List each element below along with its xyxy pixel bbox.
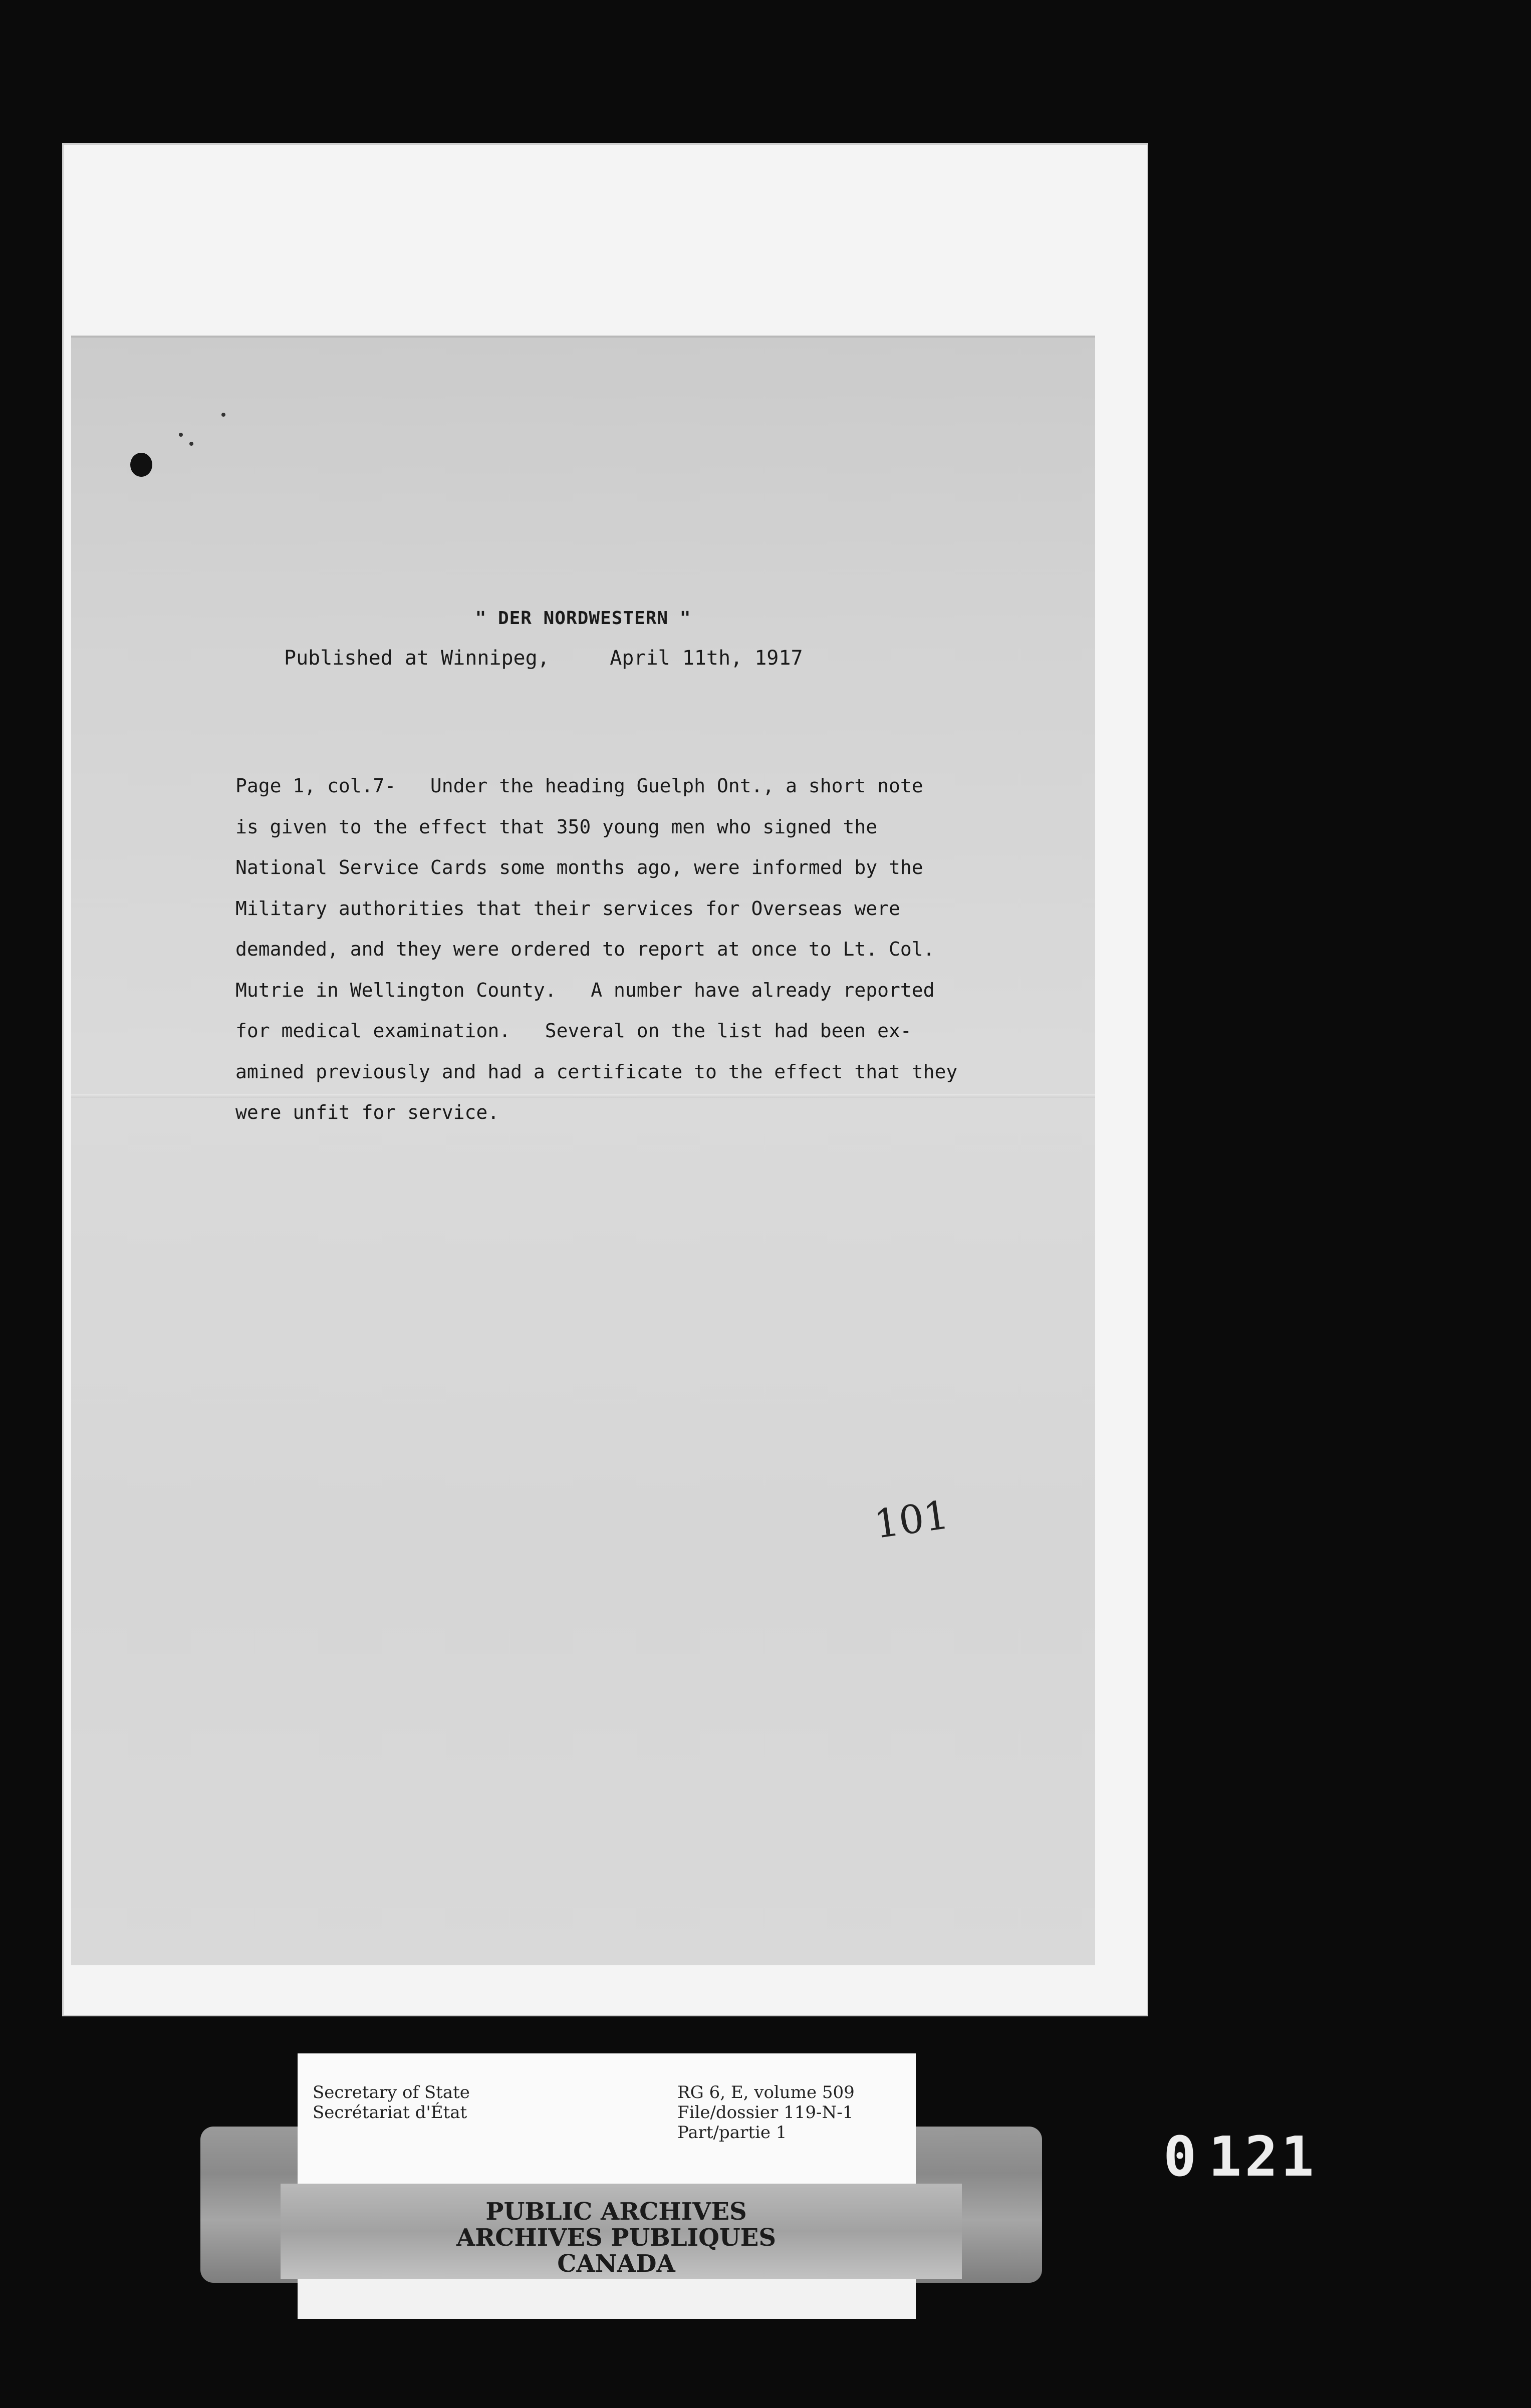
body-line: Military authorities that their services for Overseas were [235,897,900,920]
typewritten-document [71,336,1095,1965]
body-line: were unfit for service. [235,1101,499,1123]
stamp-line: PUBLIC ARCHIVES [485,2198,747,2226]
archive-label-bottom [298,2278,916,2319]
frame-counter-right: 121 [1208,2125,1317,2189]
body-line: Page 1, col.7- Under the heading Guelph Ont., a short note [235,775,923,797]
body-line: is given to the effect that 350 young men who signed the [235,815,878,838]
publication-line: Published at Winnipeg, April 11th, 1917 [284,647,803,670]
stamp-line: ARCHIVES PUBLIQUES [456,2224,776,2252]
department-name-fr: Secrétariat d'État [313,2102,467,2123]
file-number: File/dossier 119-N-1 [677,2102,854,2123]
body-line: amined previously and had a certificate to the effect that they [235,1060,958,1083]
handwritten-folio-number: 101 [871,1492,952,1548]
punch-hole [130,453,152,477]
frame-counter-left: 0 [1163,2125,1200,2189]
document-body [235,766,1047,1133]
record-group: RG 6, E, volume 509 [677,2082,855,2102]
department-name-en: Secretary of State [313,2082,470,2102]
body-line: for medical examination. Several on the list had been ex- [235,1020,912,1042]
frame-counter [1163,2125,1317,2189]
part-number: Part/partie 1 [677,2123,787,2143]
stamp-line: CANADA [557,2250,675,2278]
body-line: demanded, and they were ordered to report at once to Lt. Col. [235,938,935,960]
body-line: National Service Cards some months ago, were informed by the [235,856,923,878]
paper-speck [179,433,183,437]
document-title: " DER NORDWESTERN " [475,608,691,629]
paper-speck [189,442,193,446]
archives-stamp [371,2199,862,2277]
body-line: Mutrie in Wellington County. A number have already reported [235,979,935,1001]
paper-speck [221,413,225,417]
